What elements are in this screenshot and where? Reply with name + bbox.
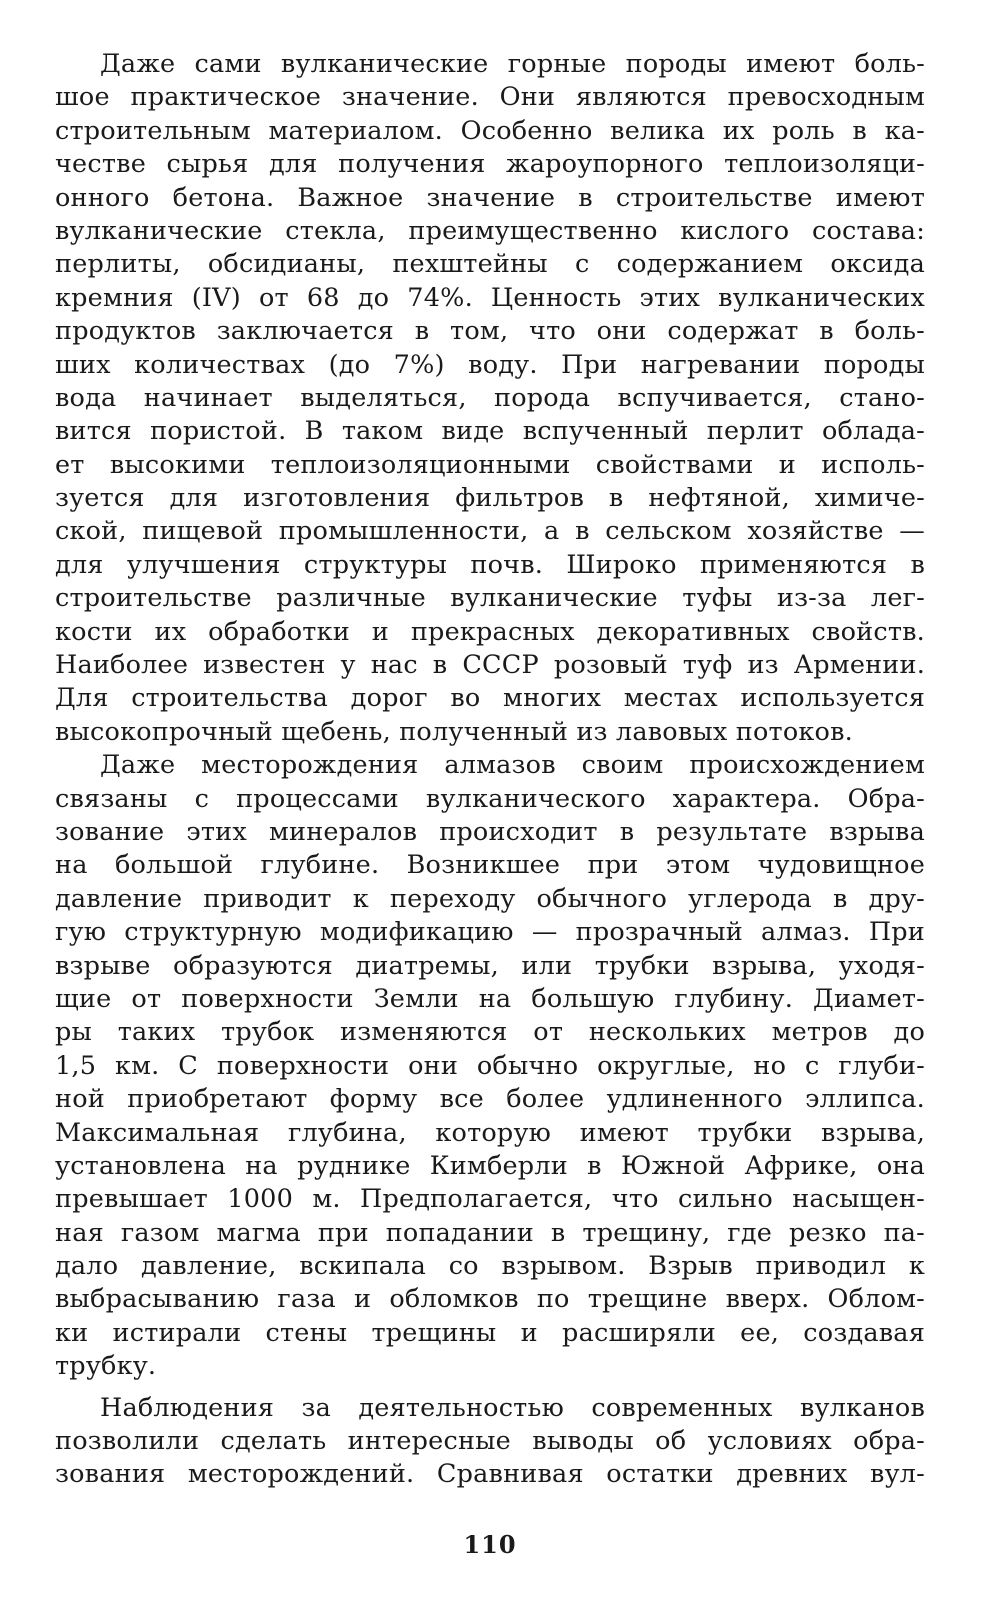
text-line: превышает 1000 м. Предполагается, что сильно насыщен-	[55, 1184, 925, 1215]
text-line: дало давление, вскипала со взрывом. Взрыв приводил к	[55, 1251, 925, 1282]
text-line: ная газом магма при попадании в трещину, где резко па-	[55, 1217, 925, 1248]
text-line: ской, пищевой промышленности, а в сельском хозяйстве —	[55, 516, 925, 547]
text-line: онного бетона. Важное значение в строительстве имеют	[55, 182, 925, 213]
text-line: шое практическое значение. Они являются превосходным	[55, 82, 925, 113]
text-line: ной приобретают форму все более удлиненного эллипса.	[55, 1084, 925, 1115]
text-line: на большой глубине. Возникшее при этом чудовищное	[55, 850, 925, 881]
text-line: честве сырья для получения жароупорного теплоизоляци-	[55, 149, 925, 180]
text-line: кремния (IV) от 68 до 74%. Ценность этих вулканических	[55, 282, 925, 313]
text-line: Наблюдения за деятельностью современных вулканов	[100, 1392, 925, 1423]
text-line: ших количествах (до 7%) воду. При нагревании породы	[55, 349, 925, 380]
text-line: ки истирали стены трещины и расширяли ее, создавая	[55, 1317, 925, 1348]
page-number: 110	[463, 1530, 517, 1559]
paragraph	[55, 749, 925, 1383]
text-line: щие от поверхности Земли на большую глубину. Диамет-	[55, 983, 925, 1014]
text-line: ет высокими теплоизоляционными свойствами и исполь-	[55, 449, 925, 480]
paragraph	[55, 48, 925, 749]
text-line: вулканические стекла, преимущественно кислого состава:	[55, 215, 925, 246]
text-line: трубку.	[55, 1351, 157, 1382]
text-line: строительным материалом. Особенно велика их роль в ка-	[55, 115, 925, 146]
paragraph-gap	[55, 1384, 925, 1392]
text-line: установлена на руднике Кимберли в Южной Африке, она	[55, 1150, 925, 1181]
text-line: давление приводит к переходу обычного углерода в дру-	[55, 883, 925, 914]
text-line: Даже сами вулканические горные породы имеют боль-	[100, 49, 925, 79]
text-line: Даже месторождения алмазов своим происхождением	[100, 750, 925, 781]
text-line: зования месторождений. Сравнивая остатки древних вул-	[55, 1459, 925, 1490]
text-line: Наиболее известен у нас в СССР розовый туф из Армении.	[55, 650, 925, 681]
text-line: строительстве различные вулканические туфы из-за лег-	[55, 583, 925, 614]
text-line: кости их обработки и прекрасных декоративных свойств.	[55, 616, 925, 647]
text-line: высокопрочный щебень, полученный из лавовых потоков.	[55, 716, 853, 747]
text-line: зование этих минералов происходит в результате взрыва	[55, 816, 925, 847]
text-line: взрыве образуются диатремы, или трубки взрыва, уходя-	[55, 950, 925, 981]
text-line: вится пористой. В таком виде вспученный перлит облада-	[55, 416, 925, 447]
text-line: связаны с процессами вулканического характера. Обра-	[55, 783, 925, 814]
body-text	[55, 48, 925, 1492]
text-line: зуется для изготовления фильтров в нефтяной, химиче-	[55, 483, 925, 514]
text-line: Для строительства дорог во многих местах используется	[55, 683, 925, 714]
text-line: гую структурную модификацию — прозрачный алмаз. При	[55, 917, 925, 948]
text-line: для улучшения структуры почв. Широко применяются в	[55, 549, 925, 580]
text-line: позволили сделать интересные выводы об условиях обра-	[55, 1426, 925, 1457]
text-line: Максимальная глубина, которую имеют трубки взрыва,	[55, 1117, 925, 1148]
text-line: выбрасыванию газа и обломков по трещине вверх. Облом-	[55, 1284, 925, 1315]
text-line: вода начинает выделяться, порода вспучивается, стано-	[55, 382, 925, 413]
text-line: ры таких трубок изменяются от нескольких метров до	[55, 1017, 925, 1048]
text-line: перлиты, обсидианы, пехштейны с содержанием оксида	[55, 249, 925, 280]
text-line: продуктов заключается в том, что они содержат в боль-	[55, 316, 925, 347]
paragraph	[55, 1392, 925, 1492]
text-line: 1,5 км. С поверхности они обычно округлые, но с глуби-	[55, 1050, 925, 1081]
